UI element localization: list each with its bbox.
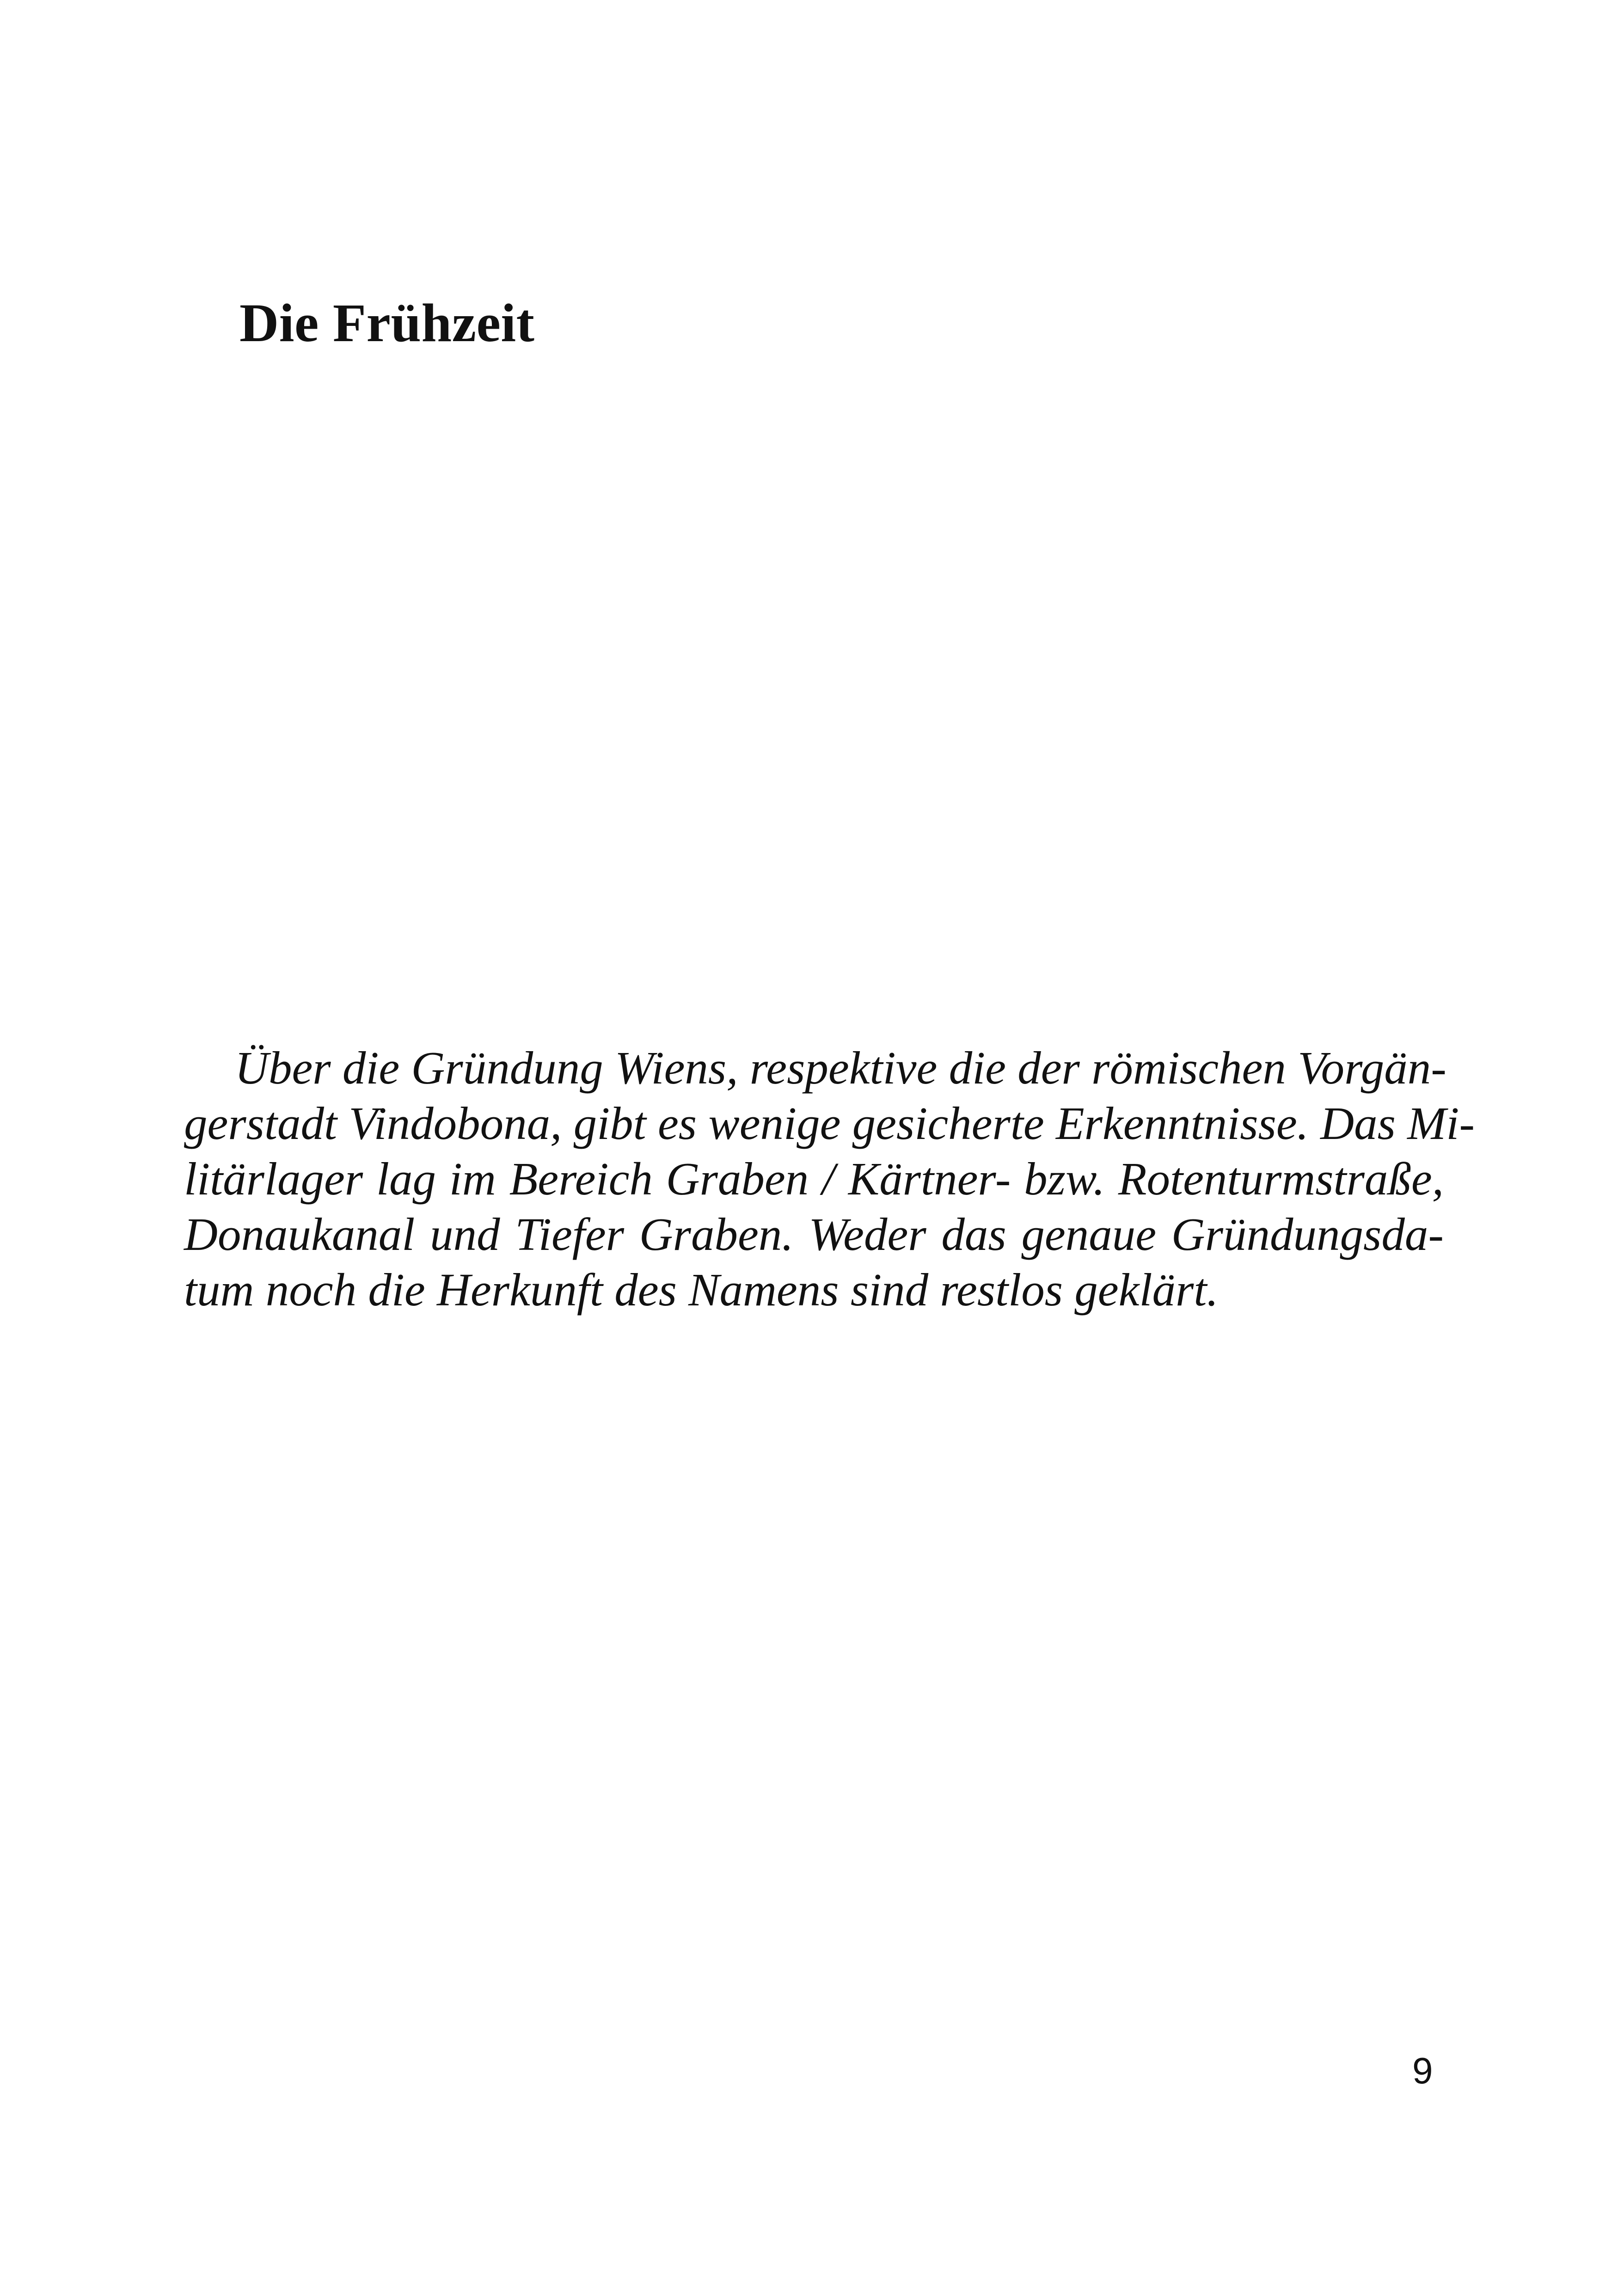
intro-line: tum noch die Herkunft des Namens sind restlos geklärt. [184, 1264, 1219, 1316]
intro-line: gerstadt Vindobona, gibt es wenige gesicherte Erkenntnisse. Das Mi- [184, 1097, 1475, 1149]
intro-line: litärlager lag im Bereich Graben / Kärtner- bzw. Rotenturmstraße, [184, 1153, 1444, 1205]
intro-line: Donaukanal und Tiefer Graben. Weder das genaue Gründungsda- [184, 1208, 1444, 1260]
chapter-title: Die Frühzeit [239, 293, 535, 353]
intro-paragraph [184, 1040, 1475, 1317]
intro-line: Über die Gründung Wiens, respektive die der römischen Vorgän- [235, 1042, 1446, 1094]
page-number: 9 [1412, 2050, 1433, 2091]
